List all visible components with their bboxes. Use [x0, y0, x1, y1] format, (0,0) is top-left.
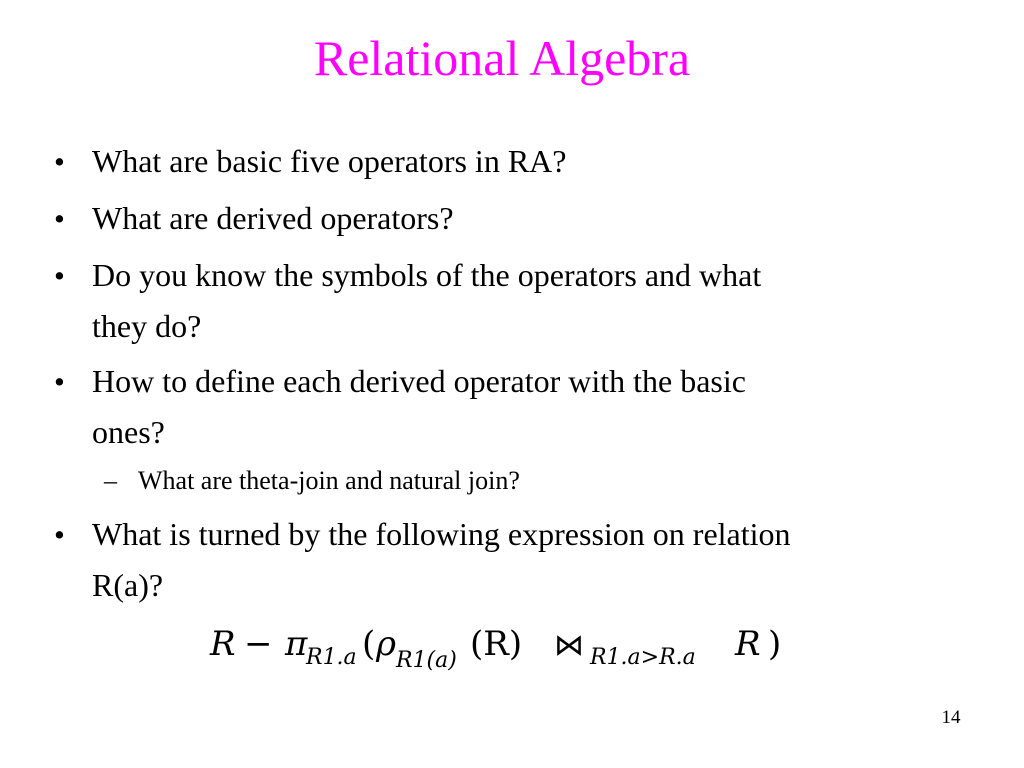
formula-rho: ρ [376, 624, 396, 664]
bullet-marker: • [54, 364, 65, 399]
slide-title: Relational Algebra [313, 30, 691, 86]
formula-close-paren: ) [768, 624, 782, 664]
bullet-line: What is turned by the following expression on relation [92, 516, 791, 552]
bullet-text [92, 136, 972, 187]
bullet-line: How to define each derived operator with the basic [92, 363, 746, 399]
formula-rho-subscript: R1(a) [396, 648, 457, 673]
page-number: 14 [941, 707, 961, 728]
formula-main-r: R [210, 624, 236, 664]
formula-pi: π [285, 624, 308, 664]
bullet-line: R(a)? [92, 567, 164, 603]
bullet-line: What are derived operators? [92, 200, 454, 236]
bullet-line: ones? [92, 414, 165, 450]
bullet-marker: • [54, 144, 65, 179]
bullet-text [92, 250, 972, 352]
bullet-text [92, 356, 972, 458]
sub-bullet-marker: – [104, 466, 117, 495]
formula-final-r: R [735, 624, 761, 664]
bullet-text [92, 193, 972, 244]
formula-svg [208, 614, 818, 684]
bullet-line: they do? [92, 308, 202, 344]
bullet-marker: • [54, 517, 65, 552]
formula-open-paren: ( [362, 624, 376, 664]
formula-relation-argument: (R) [470, 624, 523, 664]
bullet-line: Do you know the symbols of the operators and what [92, 257, 762, 293]
formula-minus: − [244, 624, 273, 664]
bullet-marker: • [54, 201, 65, 236]
sub-bullet-text: What are theta-join and natural join? [138, 466, 520, 495]
relational-algebra-expression [208, 614, 818, 684]
bullet-text [92, 509, 972, 611]
formula-pi-subscript: R1.a [306, 645, 357, 670]
bullet-marker: • [54, 258, 65, 293]
bullet-line: What are basic five operators in RA? [92, 143, 567, 179]
formula-join-subscript: R1.a>R.a [590, 645, 696, 670]
formula-join-symbol: ⋈ [554, 628, 584, 663]
